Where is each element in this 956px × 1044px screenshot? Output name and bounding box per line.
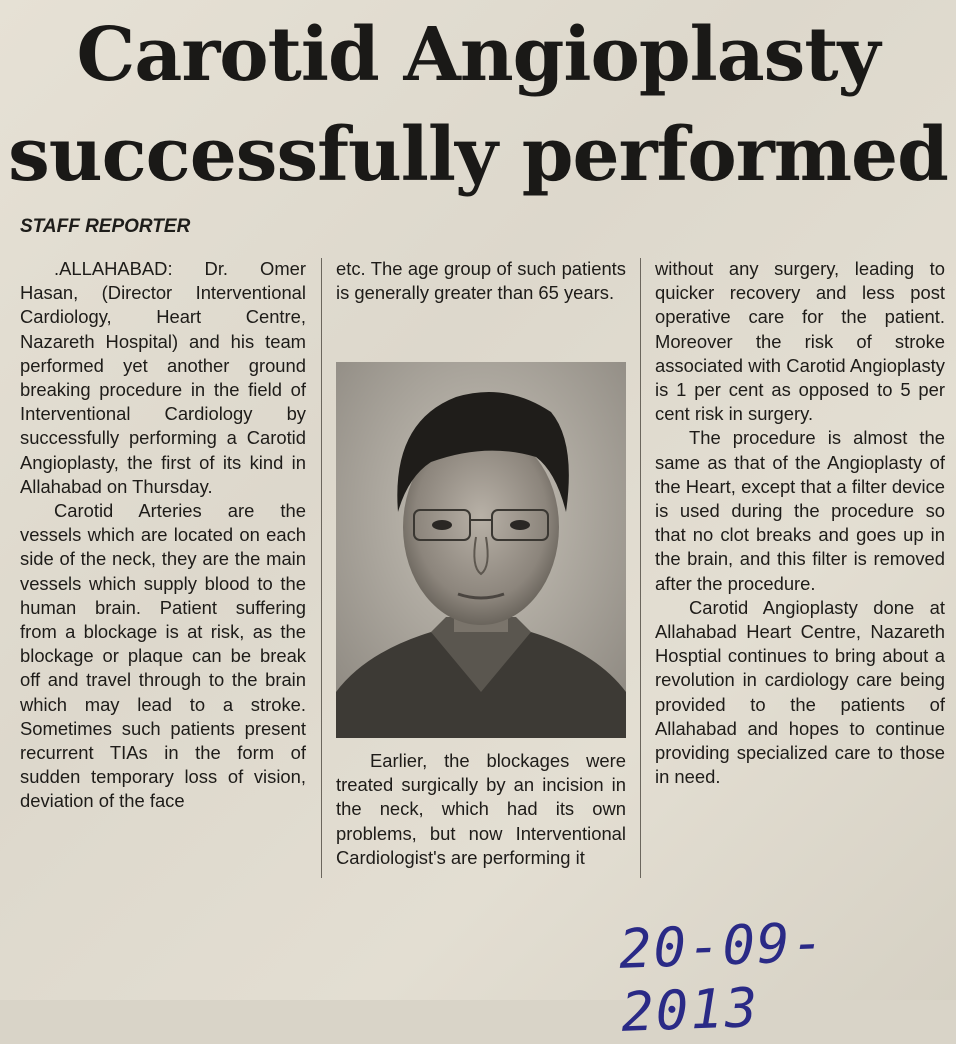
article-column-1: [20, 257, 306, 814]
paragraph: Earlier, the blockages were treated surgically by an incision in the neck, which had its own problems, but now Interventional Cardiologist's are performing it: [336, 750, 626, 868]
handwritten-date: 20-09-2013: [617, 910, 828, 1044]
paragraph: without any surgery, leading to quicker recovery and less post operative care for the patient. Moreover the risk of stroke associated with Carotid Angioplasty is 1 per cent as opposed to 5 per cent risk in surgery.: [655, 258, 945, 425]
headline-line-1: Carotid Angioplasty: [76, 12, 880, 98]
byline: STAFF REPORTER: [20, 216, 191, 237]
paragraph: Carotid Angioplasty done at Allahabad Heart Centre, Nazareth Hosptial continues to bring about a revolution in cardiology care being provided to the patients of Allahabad and hopes to continue providing specialized care to those in need.: [655, 596, 945, 788]
article-column-3: [655, 257, 945, 789]
portrait-image: [336, 362, 626, 738]
paragraph: .ALLAHABAD: Dr. Omer Hasan, (Director Interventional Cardiology, Heart Centre, Nazareth Hospital) and his team performed yet another ground breaking procedure in the field of Interventional Cardiology by successfully performing a Carotid Angioplasty, the first of its kind in Allahabad on Thursday.: [20, 258, 306, 497]
article-column-2-bottom: [336, 749, 626, 870]
portrait-photo: [336, 362, 626, 738]
paragraph: etc. The age group of such patients is generally greater than 65 years.: [336, 258, 626, 304]
paragraph: Carotid Arteries are the vessels which are located on each side of the neck, they are the main vessels which supply blood to the human brain. Patient suffering from a blockage is at risk, as the blockage or plaque can be break off and travel through to the brain which may lead to a stroke. Sometimes such patients present recurrent TIAs in the form of sudden temporary loss of vision, deviation of the face: [20, 500, 306, 812]
headline-line-2: successfully performed: [8, 112, 948, 198]
column-rule: [640, 258, 641, 878]
article-column-2-top: [336, 257, 626, 305]
column-rule: [321, 258, 322, 878]
paragraph: The procedure is almost the same as that of the Angioplasty of the Heart, except that a filter device is used during the procedure so that no clot breaks and goes up in the brain, and this filter is removed after the procedure.: [655, 427, 945, 594]
